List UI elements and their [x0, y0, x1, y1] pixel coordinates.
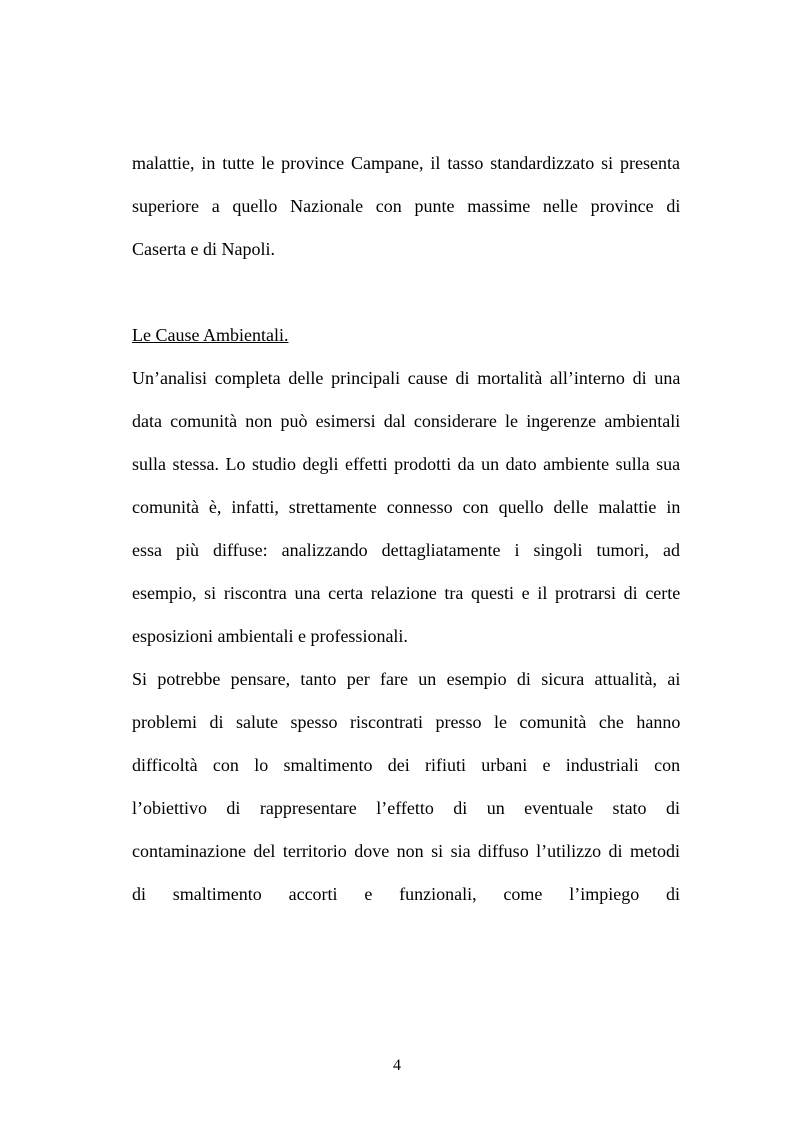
paragraph-3-line-2: problemi di salute spesso riscontrati presso le comunità che hanno [132, 712, 681, 732]
paragraph-3-line-1: Si potrebbe pensare, tanto per fare un esempio di sicura attualità, ai [132, 669, 681, 689]
paragraph-1-line-3: Caserta e di Napoli. [132, 239, 275, 259]
paragraph-2-line-7: esposizioni ambientali e professionali. [132, 626, 408, 646]
page-number: 4 [393, 1057, 401, 1074]
paragraph-2-line-2: data comunità non può esimersi dal considerare le ingerenze ambientali [132, 411, 681, 431]
paragraph-1-line-2: superiore a quello Nazionale con punte massime nelle province di [132, 196, 681, 216]
paragraph-3-line-3: difficoltà con lo smaltimento dei rifiuti urbani e industriali con [132, 755, 681, 775]
paragraph-2-line-4: comunità è, infatti, strettamente connesso con quello delle malattie in [132, 497, 681, 517]
paragraph-3-line-4: l’obiettivo di rappresentare l’effetto di un eventuale stato di [132, 798, 680, 818]
paragraph-3-line-5: contaminazione del territorio dove non si sia diffuso l’utilizzo di metodi [132, 841, 680, 861]
section-heading: Le Cause Ambientali. [132, 325, 289, 345]
paragraph-2-line-5: essa più diffuse: analizzando dettagliatamente i singoli tumori, ad [132, 540, 681, 560]
paragraph-2-line-3: sulla stessa. Lo studio degli effetti prodotti da un dato ambiente sulla sua [132, 454, 681, 474]
paragraph-2-line-1: Un’analisi completa delle principali cause di mortalità all’interno di una [132, 368, 681, 388]
paragraph-2-line-6: esempio, si riscontra una certa relazione tra questi e il protrarsi di certe [132, 583, 681, 603]
paragraph-3-line-6: di smaltimento accorti e funzionali, come l’impiego di [132, 884, 680, 904]
paragraph-1-line-1: malattie, in tutte le province Campane, il tasso standardizzato si presenta [132, 153, 680, 173]
